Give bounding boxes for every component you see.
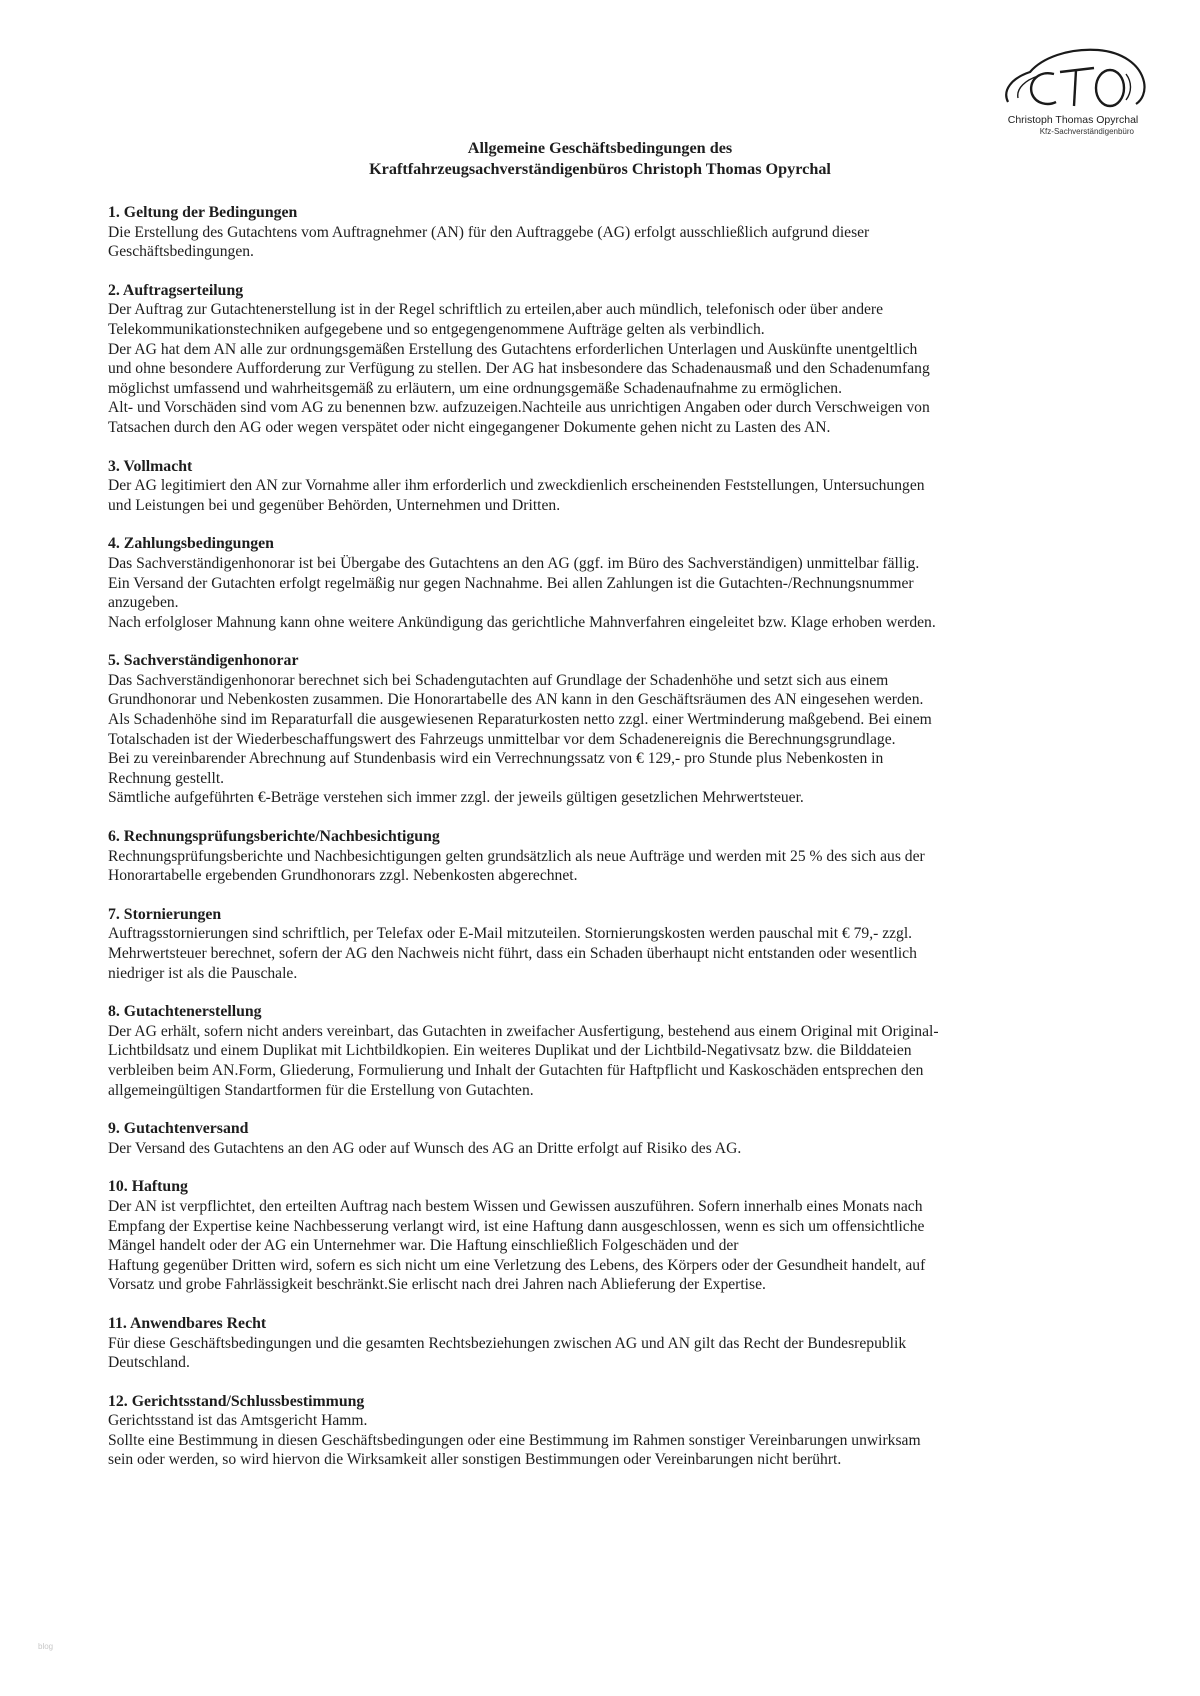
document-title bbox=[0, 138, 1200, 180]
section-text-line: Der Versand des Gutachtens an den AG oder auf Wunsch des AG an Dritte erfolgt auf Risiko des AG. bbox=[108, 1139, 742, 1157]
section-1 bbox=[108, 203, 1108, 262]
section-text-line: Tatsachen durch den AG oder wegen verspätet oder nicht eingegangener Dokumente gehen nicht zu Lasten des AN. bbox=[108, 418, 831, 436]
section-6 bbox=[108, 827, 1108, 886]
logo-company-subtitle: Kfz-Sachverständigenbüro bbox=[1039, 127, 1134, 136]
section-text-line: Honorartabelle ergebenden Grundhonorars zzgl. Nebenkosten abgerechnet. bbox=[108, 867, 578, 885]
section-text-line: Nach erfolgloser Mahnung kann ohne weitere Ankündigung das gerichtliche Mahnverfahren eingeleitet bzw. Klage erhoben werden. bbox=[108, 613, 936, 631]
section-text-line: sein oder werden, so wird hiervon die Wirksamkeit aller sonstigen Bestimmungen oder Vereinbarungen nicht berührt. bbox=[108, 1451, 842, 1469]
section-text-line: Lichtbildsatz und einem Duplikat mit Lichtbildkopien. Ein weiteres Duplikat und der Lichtbild-Negativsatz bzw. die Bilddateien bbox=[108, 1042, 912, 1060]
section-text-line: Gerichtsstand ist das Amtsgericht Hamm. bbox=[108, 1412, 368, 1430]
section-11 bbox=[108, 1314, 1108, 1373]
section-heading: 3. Vollmacht bbox=[108, 457, 193, 475]
car-monogram-logo bbox=[998, 42, 1148, 114]
section-text-line: Deutschland. bbox=[108, 1354, 190, 1372]
section-text-line: niedriger ist als die Pauschale. bbox=[108, 964, 298, 982]
logo-company-name: Christoph Thomas Opyrchal bbox=[1007, 114, 1139, 126]
section-text-line: verbleiben beim AN.Form, Gliederung, Formulierung und Inhalt der Gutachten für Haftpflicht und Kaskoschäden entsprechen den bbox=[108, 1061, 924, 1079]
section-text-line: und ohne besondere Aufforderung zur Verfügung zu stellen. Der AG hat insbesondere das Schadenausmaß und den Schadenumfang bbox=[108, 360, 930, 378]
section-heading: 11. Anwendbares Recht bbox=[108, 1314, 267, 1332]
section-12 bbox=[108, 1392, 1108, 1470]
section-text-line: Ein Versand der Gutachten erfolgt regelmäßig nur gegen Nachnahme. Bei allen Zahlungen ist die Gutachten-/Rechnungsnummer bbox=[108, 574, 914, 592]
section-10 bbox=[108, 1177, 1108, 1295]
section-text-line: Das Sachverständigenhonorar ist bei Übergabe des Gutachtens an den AG (ggf. im Büro des Sachverständigen) unmittelbar fällig. bbox=[108, 554, 920, 572]
section-text-line: Vorsatz und grobe Fahrlässigkeit beschränkt.Sie erlischt nach drei Jahren nach Ablieferung der Expertise. bbox=[108, 1276, 766, 1294]
section-heading: 6. Rechnungsprüfungsberichte/Nachbesichtigung bbox=[108, 828, 440, 846]
section-text-line: Totalschaden ist der Wiederbeschaffungswert des Fahrzeugs unmittelbar vor dem Schadenereignis die Berechnungsgrundlage. bbox=[108, 730, 896, 748]
section-text-line: Grundhonorar und Nebenkosten zusammen. Die Honorartabelle des AN kann in den Geschäftsräumen des AN eingesehen werden. bbox=[108, 691, 924, 709]
document-body bbox=[108, 203, 1108, 1489]
section-heading: 7. Stornierungen bbox=[108, 905, 222, 923]
section-heading: 8. Gutachtenerstellung bbox=[108, 1003, 262, 1021]
section-text-line: Der AG legitimiert den AN zur Vornahme aller ihm erforderlich und zweckdienlich erscheinenden Feststellungen, Untersuchungen bbox=[108, 477, 925, 495]
section-heading: 10. Haftung bbox=[108, 1178, 188, 1196]
section-text-line: Rechnungsprüfungsberichte und Nachbesichtigungen gelten grundsätzlich als neue Aufträge und werden mit 25 % des sich aus der bbox=[108, 847, 925, 865]
section-text-line: Das Sachverständigenhonorar berechnet sich bei Schadengutachten auf Grundlage der Schadenhöhe und setzt sich aus einem bbox=[108, 671, 889, 689]
section-heading: 5. Sachverständigenhonorar bbox=[108, 652, 299, 670]
section-text-line: Die Erstellung des Gutachtens vom Auftragnehmer (AN) für den Auftraggebe (AG) erfolgt ausschließlich aufgrund dieser bbox=[108, 223, 870, 241]
section-text-line: Für diese Geschäftsbedingungen und die gesamten Rechtsbeziehungen zwischen AG und AN gilt das Recht der Bundesrepublik bbox=[108, 1334, 907, 1352]
section-3 bbox=[108, 457, 1108, 516]
footer-watermark: blog bbox=[38, 1642, 54, 1651]
section-text-line: Der Auftrag zur Gutachtenerstellung ist in der Regel schriftlich zu erteilen,aber auch mündlich, telefonisch oder über andere bbox=[108, 301, 884, 319]
section-heading: 12. Gerichtsstand/Schlussbestimmung bbox=[108, 1392, 365, 1410]
title-line-1: Allgemeine Geschäftsbedingungen des bbox=[467, 139, 733, 157]
section-text-line: Bei zu vereinbarender Abrechnung auf Stundenbasis wird ein Verrechnungssatz von € 129,- pro Stunde plus Nebenkosten in bbox=[108, 750, 884, 768]
section-5 bbox=[108, 651, 1108, 808]
section-2 bbox=[108, 281, 1108, 438]
section-8 bbox=[108, 1002, 1108, 1100]
section-text-line: Haftung gegenüber Dritten wird, sofern es sich nicht um eine Verletzung des Lebens, des Körpers oder der Gesundheit handelt, auf bbox=[108, 1256, 926, 1274]
title-line-2: Kraftfahrzeugsachverständigenbüros Christoph Thomas Opyrchal bbox=[369, 160, 831, 178]
section-heading: 1. Geltung der Bedingungen bbox=[108, 204, 298, 221]
section-text-line: anzugeben. bbox=[108, 594, 179, 612]
company-logo bbox=[998, 42, 1148, 137]
section-9 bbox=[108, 1119, 1108, 1158]
section-text-line: Empfang der Expertise keine Nachbesserung verlangt wird, ist eine Haftung dann ausgeschlossen, wenn es sich um offensichtliche bbox=[108, 1217, 925, 1235]
section-text-line: Der AN ist verpflichtet, den erteilten Auftrag nach bestem Wissen und Gewissen auszuführen. Sofern innerhalb eines Monats nach bbox=[108, 1197, 923, 1215]
section-7 bbox=[108, 905, 1108, 983]
section-text-line: Sollte eine Bestimmung in diesen Geschäftsbedingungen oder eine Bestimmung im Rahmen sonstiger Vereinbarungen unwirksam bbox=[108, 1431, 921, 1449]
section-text-line: Als Schadenhöhe sind im Reparaturfall die ausgewiesenen Reparaturkosten netto zzgl. einer Wertminderung maßgebend. Bei einem bbox=[108, 711, 932, 729]
section-text-line: Telekommunikationstechniken aufgegebene und so entgegengenommene Aufträge gelten als verbindlich. bbox=[108, 320, 765, 338]
section-text-line: Der AG hat dem AN alle zur ordnungsgemäßen Erstellung des Gutachtens erforderlichen Unterlagen und Auskünfte unentgeltlich bbox=[108, 340, 918, 358]
section-text-line: allgemeingültigen Standartformen für die Erstellung von Gutachten. bbox=[108, 1081, 534, 1099]
section-heading: 2. Auftragserteilung bbox=[108, 281, 244, 299]
section-text-line: Alt- und Vorschäden sind vom AG zu benennen bzw. aufzuzeigen.Nachteile aus unrichtigen Angaben oder durch Verschweigen von bbox=[108, 399, 930, 417]
section-text-line: Sämtliche aufgeführten €-Beträge verstehen sich immer zzgl. der jeweils gültigen gesetzlichen Mehrwertsteuer. bbox=[108, 789, 804, 807]
section-heading: 4. Zahlungsbedingungen bbox=[108, 535, 274, 553]
section-text-line: und Leistungen bei und gegenüber Behörden, Unternehmen und Dritten. bbox=[108, 496, 561, 514]
section-text-line: Geschäftsbedingungen. bbox=[108, 243, 254, 261]
section-text-line: Mängel handelt oder der AG ein Unternehmer war. Die Haftung einschließlich Folgeschäden und der bbox=[108, 1237, 739, 1255]
section-4 bbox=[108, 534, 1108, 632]
section-text-line: möglichst umfassend und wahrheitsgemäß zu erläutern, um eine ordnungsgemäße Schadenaufnahme zu ermöglichen. bbox=[108, 379, 842, 397]
section-text-line: Mehrwertsteuer berechnet, sofern der AG den Nachweis nicht führt, dass ein Schaden überhaupt nicht entstanden oder wesentlich bbox=[108, 945, 917, 962]
section-text-line: Rechnung gestellt. bbox=[108, 769, 225, 787]
section-text-line: Auftragsstornierungen sind schriftlich, per Telefax oder E-Mail mitzuteilen. Stornierungskosten werden pauschal mit € 79,- zzgl. bbox=[108, 925, 913, 943]
section-heading: 9. Gutachtenversand bbox=[108, 1120, 249, 1138]
section-text-line: Der AG erhält, sofern nicht anders vereinbart, das Gutachten in zweifacher Ausfertigung, bestehend aus einem Original mit Original- bbox=[108, 1022, 939, 1040]
